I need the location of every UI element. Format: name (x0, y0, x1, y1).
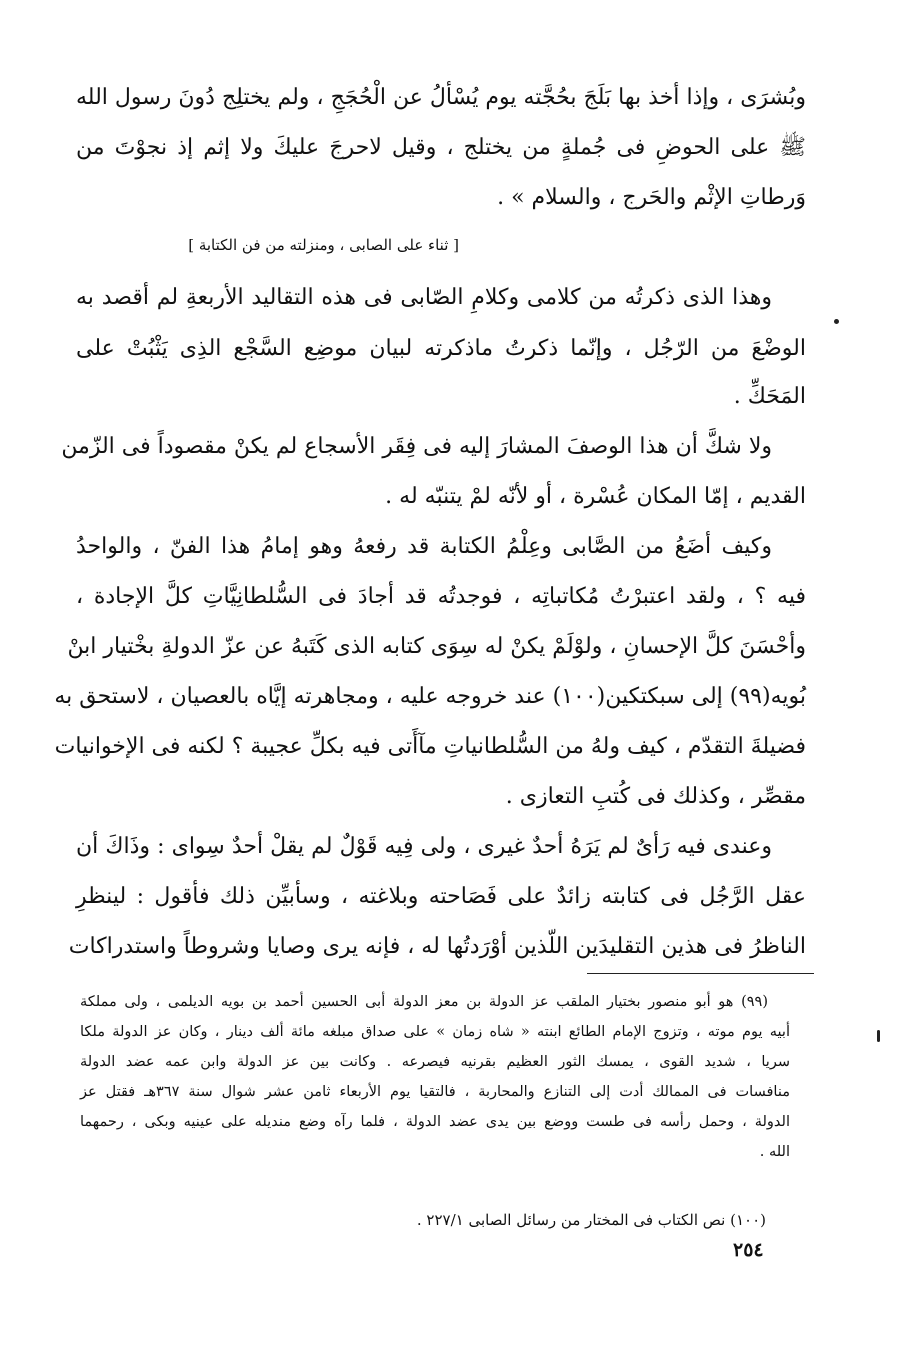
scan-speck (834, 319, 839, 324)
text-line: ولا شكَّ أن هذا الوصفَ المشارَ إليه فى فِقَر الأسجاع لم يكنْ مقصوداً فى الزّمن (61, 434, 772, 459)
text-line: وأحْسَنَ كلَّ الإحسانِ ، ولوْلَمْ يكنْ له سِوَى كتابه الذى كَتَبهُ عن عزّ الدولةِ بخْتيار ابنْ (67, 634, 806, 659)
text-line: ﷺ على الحوضِ فى جُملةٍ من يختلج ، وقيل لاحرجَ عليكَ ولا إثم إذ نجوْتَ من (76, 135, 806, 160)
text-line: الناظرُ فى هذين التقليدَين اللّذين أوْرَدتُها له ، فإنه يرى وصايا وشروطاً واستدراكات (68, 934, 806, 959)
scan-speck (877, 1030, 880, 1042)
footnote-line: الله . (759, 1144, 790, 1160)
section-heading: [ ثناء على الصابى ، ومنزلته من فن الكتابة ] (188, 236, 459, 254)
text-line: بُويه(٩٩) إلى سبكتكين(١٠٠) عند خروجه عليه ، ومجاهرته إيَّاه بالعصيان ، لاستحق به (54, 684, 806, 709)
text-line: الوضْعَ من الرّجُل ، وإنّما ذكرتُ ماذكرته لبيان موضِع السَّجْع الذِى يَثْبُتْ على (76, 336, 806, 361)
text-line: فضيلةَ التقدّم ، كيف ولهُ من السُّلطانياتِ مآأَتى فيه بكلِّ عجيبة ؟ لكنه فى الإخوانيات (54, 734, 806, 759)
text-line: عقل الرَّجُل فى كتابته زائدٌ على فَصَاحته وبلاغته ، وسأبيِّن ذلك فأقول : لينظرِ (76, 884, 806, 909)
text-line: القديم ، إمّا المكان عُسْرة ، أو لأنّه لمْ يتنبّه له . (385, 484, 806, 509)
text-line: وعندى فيه رَأىٌ لم يَرَهُ أحدٌ غيرى ، ولى فِيه قَوْلٌ لم يقلْ أحدٌ سِواى : وذَاكَ أن (76, 834, 772, 859)
footnote-line: أبيه يوم موته ، وتزوج الإمام الطائع ابنته « شاه زمان » على صداق مبلغه مائة ألف دينار ، وكان عز الدولة ملكا (80, 1024, 790, 1040)
text-line: المَحَكِّ . (733, 384, 806, 409)
footnote-line: الدولة ، وحمل رأسه فى طست ووضع بين يدى عضد الدولة ، فلما رآه وضع منديله على عينيه وبكى ، رحمهما (80, 1114, 790, 1130)
text-line: وكيف أضَعُ من الصَّابى وعِلْمُ الكتابة قد رفعهُ وهو إمامُ هذا الفنّ ، والواحدُ (76, 534, 772, 559)
text-line: فيه ؟ ، ولقد اعتبرْتُ مُكاتباتِه ، فوجدتُه قد أجادَ فى السُّلطانِيَّاتِ كلَّ الإجادة ، (76, 584, 806, 609)
text-line: وبُشرَى ، وإذا أخذ بها بَلَجَ بحُجَّته يوم يُسْألُ عن الْحُجَجِ ، ولم يختلِج دُونَ رسول الله (76, 85, 806, 110)
page-number: ٢٥٤ (733, 1239, 764, 1261)
footnote-line: (٩٩) هو أبو منصور بختيار الملقب عز الدولة بن معز الدولة أبى الحسين أحمد بن بويه الديلمى ، ولى مملكة (80, 994, 768, 1010)
text-line: وَرطاتِ الإثْم والحَرج ، والسلام » . (497, 185, 806, 210)
footnote-100: (١٠٠) نص الكتاب فى المختار من رسائل الصابى ٢٢٧/١ . (416, 1211, 766, 1229)
footnote-separator (587, 973, 814, 974)
footnote-line: سريا ، شديد القوى ، يمسك الثور العظيم بقرنيه فيصرعه . وكانت بين عز الدولة وابن عمه عضد الدولة (80, 1054, 790, 1070)
text-line: وهذا الذى ذكرتُه من كلامى وكلامِ الصّابى فى هذه التقاليد الأربعةِ لم أقصد به (76, 285, 772, 310)
footnote-line: منافسات فى الممالك أدت إلى التنازع والمحاربة ، فالتقيا يوم الأربعاء ثامن عشر شوال سنة ٣٦٧هـ فقتل عز (80, 1084, 790, 1100)
text-line: مقصِّر ، وكذلك فى كُتبِ التعازى . (505, 784, 806, 809)
